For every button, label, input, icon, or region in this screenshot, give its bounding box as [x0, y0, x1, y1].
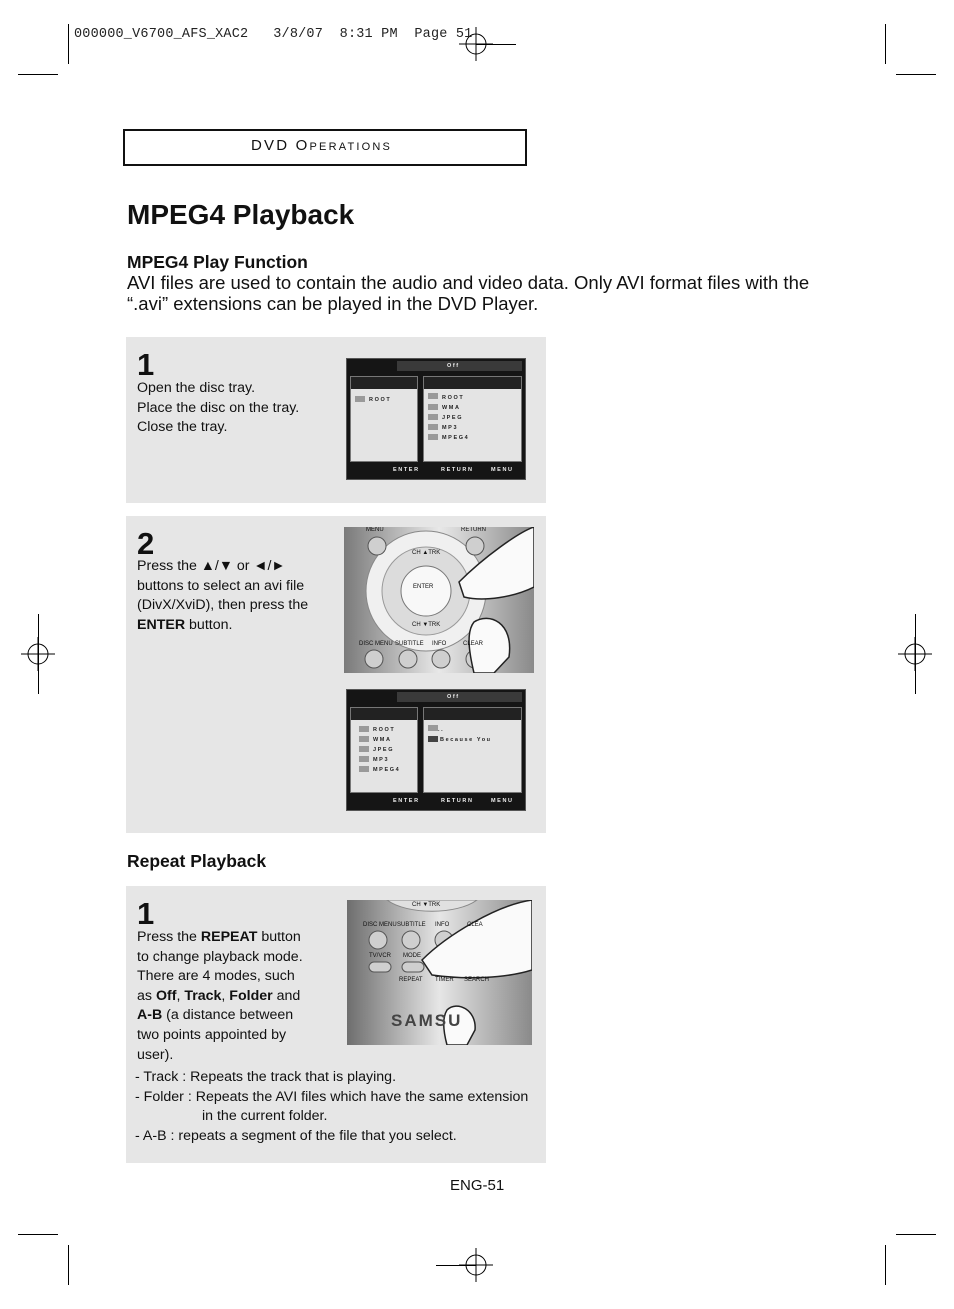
footer-menu: MENU — [491, 798, 514, 804]
repeat-step-panel — [126, 886, 546, 1163]
folder-item: WMA — [442, 405, 461, 411]
remote-label: SEARCH — [464, 977, 490, 983]
print-meta: 000000_V6700_AFS_XAC2 3/8/07 8:31 PM Page 51 — [74, 27, 473, 42]
screen-status: Off — [447, 363, 460, 369]
footer-enter: ENTER — [393, 467, 420, 473]
remote-label: CH ▼TRK — [412, 902, 441, 908]
remote-label: SUBTITLE — [397, 922, 426, 928]
text-part: Press the — [137, 929, 201, 945]
step-number: 1 — [137, 896, 155, 931]
repeat-modes-list — [135, 1068, 528, 1146]
remote-label: INFO — [435, 922, 450, 928]
mode-a-b: A-B — [137, 1007, 163, 1024]
play-function-intro: AVI files are used to contain the audio and video data. Only AVI format files with the “.avi” extensions can be played in the DVD Player. — [127, 272, 810, 314]
file-item: .. — [438, 727, 445, 733]
page-number: ENG-51 — [450, 1177, 505, 1194]
folder-pane — [350, 376, 418, 462]
file-item: Because You — [440, 737, 492, 743]
step-line: Close the tray. — [137, 419, 228, 436]
reg-line — [38, 614, 39, 694]
mode-folder: Folder — [229, 987, 273, 1004]
section-header — [123, 129, 527, 166]
remote-label: MENU — [366, 527, 384, 533]
folder-item: WMA — [373, 737, 392, 743]
folder-item: JPEG — [442, 415, 464, 421]
remote-label: REPEAT — [399, 977, 423, 983]
crop-mark — [68, 24, 69, 64]
crop-mark — [885, 1245, 886, 1285]
folder-item: MP3 — [442, 425, 459, 431]
step-1-panel — [126, 337, 546, 503]
step-2-panel — [126, 516, 546, 833]
folder-item: MP3 — [373, 757, 390, 763]
mode-track: Track — [184, 987, 222, 1004]
brand-logo: SAMSU — [391, 1011, 463, 1030]
remote-label: DISC MENU — [359, 641, 393, 647]
remote-label: CLEAR — [463, 641, 484, 647]
reg-line — [436, 1265, 476, 1266]
repeat-step-text — [137, 928, 309, 1065]
folder-item: ROOT — [373, 727, 396, 733]
mode-off: Off — [155, 987, 177, 1004]
remote-label: CLEA — [467, 922, 483, 928]
footer-menu: MENU — [491, 467, 514, 473]
crop-mark — [68, 1245, 69, 1285]
remote-label: CH ▼TRK — [412, 622, 441, 628]
remote-label: MODE — [403, 953, 421, 959]
step-line: Open the disc tray. — [137, 380, 256, 396]
folder-item: MPEG4 — [373, 767, 401, 773]
file-pane — [423, 376, 522, 462]
page-title: MPEG4 Playback — [127, 199, 355, 230]
remote-label: ENTER — [413, 584, 434, 590]
repeat-keyword: REPEAT — [200, 929, 258, 945]
text-part: , — [176, 987, 185, 1004]
remote-label: TV/VCR — [369, 953, 392, 959]
remote-label: INFO — [432, 641, 447, 647]
screen-status: Off — [447, 694, 460, 700]
folder-item: ROOT — [442, 395, 465, 401]
text-part: button to change playback mode. There are 4 modes, such as — [137, 929, 303, 1004]
text-part: , — [221, 987, 230, 1004]
list-item: - A-B : repeats a segment of the file that you select. — [135, 1127, 457, 1144]
step-line: Place the disc on the tray. — [137, 399, 300, 416]
reg-line — [476, 44, 516, 45]
crop-mark — [896, 74, 936, 75]
step-1-text — [137, 379, 337, 438]
remote-label: TIMER — [435, 977, 454, 983]
step-2-text — [137, 557, 315, 635]
crop-mark — [896, 1234, 936, 1235]
step-2-text-part: button. — [185, 616, 233, 633]
text-part: and — [272, 987, 301, 1004]
folder-item: MPEG4 — [442, 435, 470, 441]
crop-mark — [885, 24, 886, 64]
play-function-heading: MPEG4 Play Function — [127, 252, 308, 272]
text-part: (a distance between two points appointed by user). — [137, 1007, 294, 1063]
section-label: DVD Operations — [251, 137, 393, 154]
remote-control-image — [344, 527, 534, 673]
list-item: - Folder : Repeats the AVI files which have the same extension — [135, 1088, 529, 1105]
dvd-menu-screen — [346, 358, 526, 480]
footer-return: RETURN — [441, 798, 474, 804]
list-item: - Track : Repeats the track that is playing. — [135, 1069, 397, 1085]
reg-line — [915, 614, 916, 694]
remote-label: CH ▲TRK — [412, 550, 441, 556]
footer-return: RETURN — [441, 467, 474, 473]
remote-label: RETURN — [461, 527, 486, 533]
enter-keyword: ENTER — [137, 616, 186, 633]
remote-label: DISC MENU — [363, 922, 397, 928]
folder-item: ROOT — [369, 397, 392, 403]
crop-mark — [18, 1234, 58, 1235]
remote-label: SUBTITLE — [395, 641, 424, 647]
footer-enter: ENTER — [393, 798, 420, 804]
step-number: 2 — [137, 526, 155, 561]
repeat-heading: Repeat Playback — [127, 851, 267, 871]
step-number: 1 — [137, 347, 155, 382]
folder-item: JPEG — [373, 747, 395, 753]
crop-mark — [18, 74, 58, 75]
file-pane — [423, 707, 522, 793]
remote-illustration-icon — [344, 527, 534, 673]
list-item: in the current folder. — [202, 1108, 328, 1125]
dvd-menu-screen — [346, 689, 526, 811]
remote-control-image — [347, 900, 532, 1045]
step-2-text-part: Press the ▲/▼ or ◄/► buttons to select an avi file (DivX/XviD), then press the — [137, 558, 309, 614]
folder-pane — [350, 707, 418, 793]
